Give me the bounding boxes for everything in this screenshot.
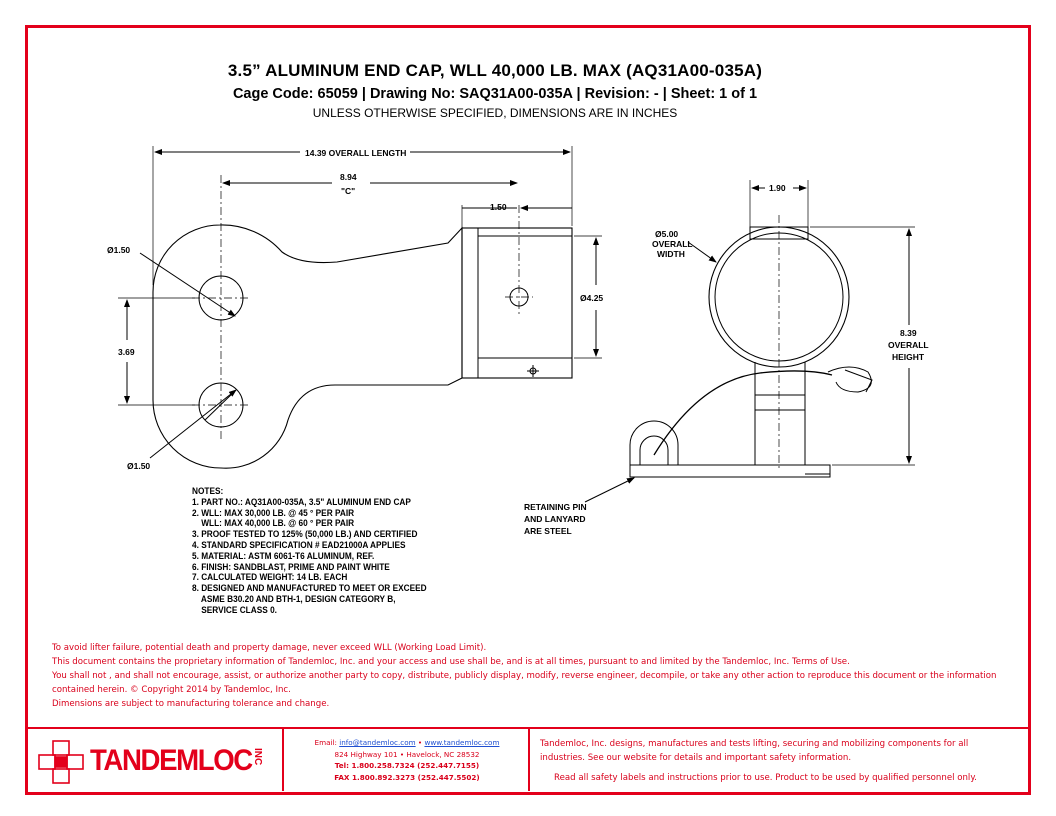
email-label: Email: (314, 738, 340, 747)
note-line: 7. CALCULATED WEIGHT: 14 LB. EACH (192, 572, 348, 583)
dim-bore: Ø4.25 (580, 293, 604, 303)
dim-overall-height-3: HEIGHT (892, 352, 925, 362)
legal-proprietary: This document contains the proprietary information of Tandemloc, Inc. and your access and use shall be, and is at all times, pursuant to and limited by the Tandemloc, Inc. Terms of Use. (52, 657, 850, 667)
dim-width: 1.90 (769, 183, 786, 193)
note-line: 8. DESIGNED AND MANUFACTURED TO MEET OR EXCEED (192, 583, 427, 594)
company-info (540, 737, 1010, 785)
dim-c: 8.94 (340, 172, 357, 182)
note-line: 4. STANDARD SPECIFICATION # EAD21000A APPLIES (192, 539, 406, 550)
drawing-subtitle: Cage Code: 65059 | Drawing No: SAQ31A00-035A | Revision: - | Sheet: 1 of 1 (232, 86, 758, 102)
dim-overall-width-2: OVERALL (652, 239, 693, 249)
contact-info (292, 737, 522, 783)
dim-c-label: "C" (341, 186, 356, 196)
safety-notice: Read all safety labels and instructions prior to use. Product to be used by qualified personnel only. (554, 773, 977, 783)
tandemloc-logo-inc: INC (252, 748, 263, 766)
tandemloc-logo-text: TANDEMLOC (90, 744, 252, 777)
address: 824 Highway 101 • Havelock, NC 28532 (334, 749, 480, 759)
dim-overall-width-3: WIDTH (657, 249, 685, 259)
retaining-label-3: ARE STEEL (524, 526, 572, 536)
legal-copyright: You shall not , and shall not encourage, assist, or authorize another party to copy, distribute, publicly display, modify, reverse engineer, decompile, or take any other action to reproduce this document or the information contained herein. © Copyright 2014 by Tandemloc, Inc. (52, 671, 997, 695)
fax: FAX 1.800.892.3273 (252.447.5502) (334, 772, 480, 782)
dim-overall-height-1: 8.39 (900, 328, 917, 338)
legal-notice (52, 641, 1012, 711)
retaining-label-2: AND LANYARD (524, 514, 586, 524)
note-line: 5. MATERIAL: ASTM 6061-T6 ALUMINUM, REF. (192, 550, 375, 561)
note-line: ASME B30.20 AND BTH-1, DESIGN CATEGORY B, (192, 593, 396, 604)
footer-separator (282, 729, 284, 791)
dim-overall-height-2: OVERALL (888, 340, 929, 350)
legal-wll-warning: To avoid lifter failure, potential death and property damage, never exceed WLL (Working Load Limit). (52, 643, 487, 653)
dim-offset: 1.50 (490, 202, 507, 212)
tandemloc-logo-icon (36, 738, 88, 786)
drawing-title: 3.5” ALUMINUM END CAP, WLL 40,000 LB. MAX (AQ31A00-035A) (227, 61, 763, 80)
note-line: WLL: MAX 40,000 LB. @ 60 ° PER PAIR (192, 518, 355, 529)
note-line: 1. PART NO.: AQ31A00-035A, 3.5" ALUMINUM END CAP (192, 496, 411, 507)
note-line: SERVICE CLASS 0. (192, 604, 277, 615)
retaining-label-1: RETAINING PIN (524, 502, 587, 512)
website-link[interactable]: www.tandemloc.com (424, 738, 500, 747)
note-line: 2. WLL: MAX 30,000 LB. @ 45 ° PER PAIR (192, 507, 355, 518)
note-line: 6. FINISH: SANDBLAST, PRIME AND PAINT WHITE (192, 561, 390, 572)
note-line: 3. PROOF TESTED TO 125% (50,000 LB.) AND CERTIFIED (192, 529, 418, 540)
link-separator: • (415, 738, 425, 747)
company-description: Tandemloc, Inc. designs, manufactures and tests lifting, securing and mobilizing components for all industries. See our website for details and important safety information. (540, 739, 969, 763)
legal-tolerance: Dimensions are subject to manufacturing tolerance and change. (52, 699, 330, 709)
dim-overall-length: 14.39 OVERALL LENGTH (305, 148, 407, 158)
email-link[interactable]: info@tandemloc.com (339, 738, 416, 747)
footer-separator (528, 729, 530, 791)
notes-block (192, 486, 427, 616)
dim-hole-bottom: Ø1.50 (127, 461, 151, 471)
telephone: Tel: 1.800.258.7324 (252.447.7155) (334, 761, 480, 770)
end-view (585, 180, 915, 502)
notes-heading: NOTES: (192, 486, 224, 496)
dim-overall-width-1: Ø5.00 (655, 229, 679, 239)
dim-hole-top: Ø1.50 (107, 245, 131, 255)
side-view (118, 146, 602, 468)
dim-hole-spacing: 3.69 (118, 347, 135, 357)
units-note: UNLESS OTHERWISE SPECIFIED, DIMENSIONS ARE IN INCHES (312, 106, 678, 120)
